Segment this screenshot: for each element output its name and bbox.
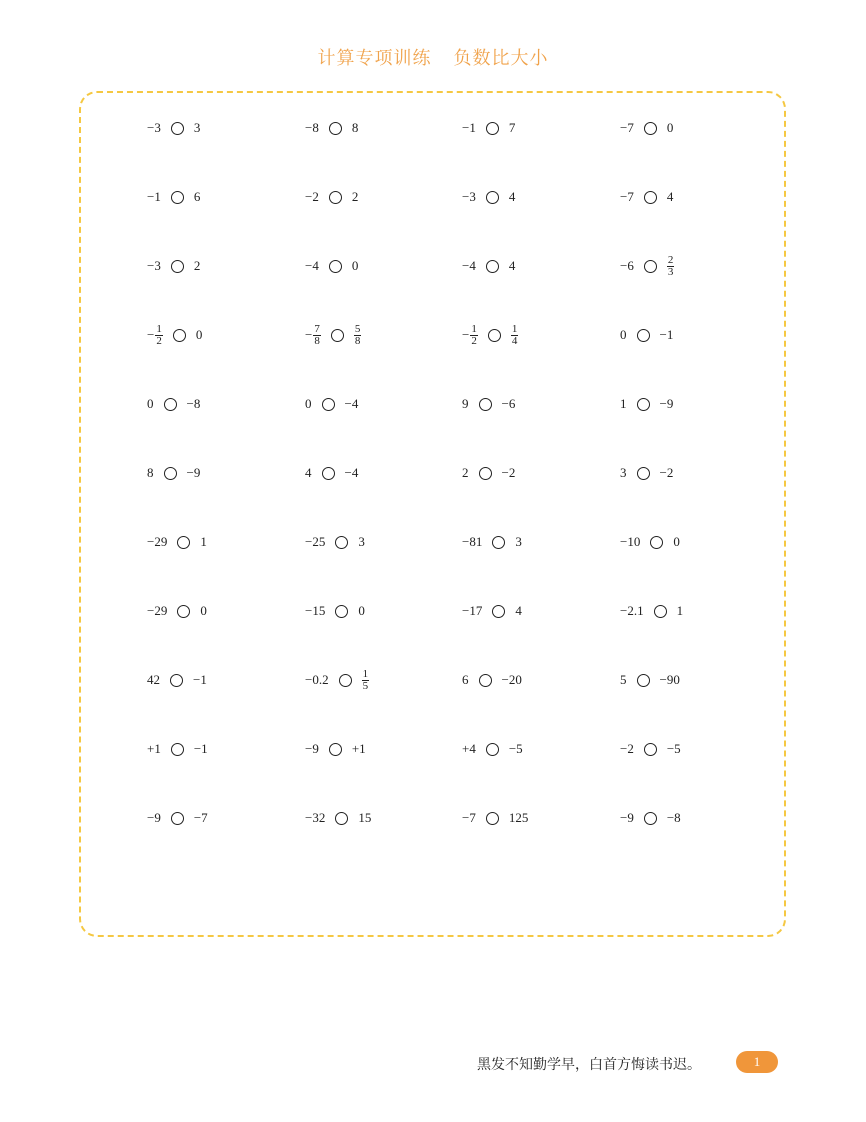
answer-circle[interactable]	[171, 260, 184, 273]
comparison-problem	[462, 596, 612, 626]
answer-circle[interactable]	[164, 467, 177, 480]
footer-motto: 黑发不知勤学早，白首方悔读书迟。	[477, 1057, 701, 1073]
left-operand: −4	[462, 258, 476, 273]
answer-circle[interactable]	[637, 467, 650, 480]
answer-circle[interactable]	[171, 122, 184, 135]
answer-circle[interactable]	[644, 260, 657, 273]
comparison-problem	[462, 113, 612, 143]
left-operand: −9	[620, 810, 634, 825]
fraction-numerator: 1	[156, 322, 162, 335]
left-operand: 2	[462, 465, 469, 480]
fraction	[511, 324, 519, 347]
left-operand: −3	[462, 189, 476, 204]
left-operand: −3	[147, 120, 161, 135]
fraction-numerator: 7	[314, 322, 320, 335]
right-operand: −7	[193, 810, 208, 825]
fraction-denominator: 2	[156, 334, 162, 347]
answer-circle[interactable]	[486, 743, 499, 756]
right-operand: 4	[508, 189, 516, 204]
left-operand: −81	[462, 534, 483, 549]
left-operand: +1	[147, 741, 161, 756]
fraction-denominator: 8	[314, 334, 320, 347]
right-operand: 3	[358, 534, 365, 549]
left-operand: −4	[305, 258, 319, 273]
fraction-sign: −	[462, 327, 470, 342]
comparison-problem	[462, 734, 612, 764]
right-operand: −1	[193, 741, 208, 756]
answer-circle[interactable]	[644, 743, 657, 756]
right-operand	[511, 324, 519, 347]
answer-circle[interactable]	[644, 812, 657, 825]
right-operand: 0	[666, 120, 674, 135]
fraction-numerator: 2	[667, 253, 674, 266]
left-operand: −29	[147, 534, 168, 549]
problem-row	[0, 389, 866, 419]
answer-circle[interactable]	[488, 329, 501, 342]
right-operand: +1	[351, 741, 366, 756]
page-title	[0, 44, 866, 70]
answer-circle[interactable]	[171, 743, 184, 756]
left-operand	[305, 324, 321, 347]
left-operand: −2	[620, 741, 634, 756]
comparison-problem	[462, 527, 612, 557]
answer-circle[interactable]	[492, 536, 505, 549]
left-operand: −9	[305, 741, 319, 756]
comparison-problem	[305, 665, 455, 695]
fraction-denominator: 5	[362, 679, 369, 692]
right-operand: −9	[659, 396, 674, 411]
fraction-numerator: 1	[471, 322, 477, 335]
comparison-problem	[462, 251, 612, 281]
right-operand: −90	[659, 672, 680, 687]
left-operand: −1	[147, 189, 161, 204]
comparison-problem	[620, 734, 770, 764]
left-operand: −1	[462, 120, 476, 135]
comparison-problem	[620, 320, 770, 350]
right-operand: −8	[666, 810, 681, 825]
answer-circle[interactable]	[637, 398, 650, 411]
comparison-problem	[147, 527, 297, 557]
title-main: 计算专项训练	[317, 48, 432, 69]
comparison-problem	[305, 389, 455, 419]
comparison-problem	[147, 803, 297, 833]
left-operand: 4	[305, 465, 312, 480]
left-operand: 3	[620, 465, 627, 480]
problem-row	[0, 527, 866, 557]
right-operand: 7	[508, 120, 516, 135]
right-operand: 2	[351, 189, 359, 204]
right-operand: −4	[344, 396, 359, 411]
right-operand: 2	[193, 258, 201, 273]
right-operand: −20	[501, 672, 522, 687]
right-operand: 8	[351, 120, 359, 135]
right-operand: −1	[659, 327, 674, 342]
left-operand: −32	[305, 810, 326, 825]
right-operand: 1	[676, 603, 684, 618]
left-operand: 5	[620, 672, 627, 687]
comparison-problem	[305, 182, 455, 212]
right-operand: 0	[358, 603, 365, 618]
fraction-denominator: 2	[471, 334, 477, 347]
left-operand: −17	[462, 603, 483, 618]
fraction-denominator: 4	[511, 334, 518, 347]
comparison-problem	[620, 251, 770, 281]
answer-circle[interactable]	[654, 605, 667, 618]
right-operand: −2	[501, 465, 516, 480]
fraction-denominator: 8	[354, 334, 361, 347]
right-operand: 4	[508, 258, 516, 273]
answer-circle[interactable]	[171, 812, 184, 825]
answer-circle[interactable]	[335, 536, 348, 549]
answer-circle[interactable]	[170, 674, 183, 687]
comparison-problem	[147, 182, 297, 212]
comparison-problem	[620, 389, 770, 419]
fraction	[313, 324, 321, 347]
left-operand: −7	[462, 810, 476, 825]
right-operand: 15	[358, 810, 372, 825]
comparison-problem	[147, 251, 297, 281]
comparison-problem	[462, 389, 612, 419]
answer-circle[interactable]	[479, 398, 492, 411]
left-operand: 0	[305, 396, 312, 411]
fraction-sign: −	[305, 327, 313, 342]
answer-circle[interactable]	[479, 674, 492, 687]
answer-circle[interactable]	[329, 191, 342, 204]
comparison-problem	[620, 596, 770, 626]
fraction	[354, 324, 362, 347]
answer-circle[interactable]	[329, 743, 342, 756]
answer-circle[interactable]	[329, 122, 342, 135]
comparison-problem	[305, 113, 455, 143]
comparison-problem	[620, 665, 770, 695]
answer-circle[interactable]	[329, 260, 342, 273]
right-operand: 4	[515, 603, 522, 618]
left-operand: −6	[620, 258, 634, 273]
right-operand: −8	[186, 396, 201, 411]
left-operand: −15	[305, 603, 326, 618]
fraction-numerator: 1	[511, 322, 518, 335]
right-operand: 6	[193, 189, 201, 204]
left-operand: −2.1	[620, 603, 644, 618]
answer-circle[interactable]	[644, 191, 657, 204]
fraction-numerator: 5	[354, 322, 361, 335]
answer-circle[interactable]	[335, 605, 348, 618]
problem-row	[0, 458, 866, 488]
right-operand: 3	[515, 534, 522, 549]
answer-circle[interactable]	[322, 467, 335, 480]
left-operand: −25	[305, 534, 326, 549]
problem-row	[0, 113, 866, 143]
answer-circle[interactable]	[486, 812, 499, 825]
right-operand	[354, 324, 362, 347]
comparison-problem	[147, 596, 297, 626]
fraction	[155, 324, 163, 347]
right-operand: −5	[508, 741, 523, 756]
right-operand: 125	[508, 810, 529, 825]
problem-row	[0, 251, 866, 281]
left-operand: 6	[462, 672, 469, 687]
answer-circle[interactable]	[637, 329, 650, 342]
comparison-problem	[462, 182, 612, 212]
left-operand: −9	[147, 810, 161, 825]
answer-circle[interactable]	[164, 398, 177, 411]
right-operand: 0	[195, 327, 203, 342]
left-operand: 9	[462, 396, 469, 411]
left-operand: 8	[147, 465, 154, 480]
left-operand	[147, 324, 163, 347]
right-operand	[667, 255, 675, 278]
left-operand: 0	[620, 327, 627, 342]
problem-row	[0, 320, 866, 350]
answer-circle[interactable]	[331, 329, 344, 342]
answer-circle[interactable]	[171, 191, 184, 204]
answer-circle[interactable]	[650, 536, 663, 549]
comparison-problem	[305, 527, 455, 557]
answer-circle[interactable]	[339, 674, 352, 687]
answer-circle[interactable]	[177, 605, 190, 618]
answer-circle[interactable]	[173, 329, 186, 342]
comparison-problem	[305, 458, 455, 488]
left-operand: −10	[620, 534, 641, 549]
problem-row	[0, 734, 866, 764]
right-operand: −5	[666, 741, 681, 756]
answer-circle[interactable]	[177, 536, 190, 549]
left-operand: −7	[620, 189, 634, 204]
comparison-problem	[305, 803, 455, 833]
left-operand: −29	[147, 603, 168, 618]
answer-circle[interactable]	[486, 260, 499, 273]
comparison-problem	[462, 803, 612, 833]
comparison-problem	[620, 803, 770, 833]
right-operand: 0	[673, 534, 680, 549]
comparison-problem	[147, 734, 297, 764]
comparison-problem	[620, 182, 770, 212]
fraction	[667, 255, 675, 278]
right-operand: −4	[344, 465, 359, 480]
comparison-problem	[462, 320, 612, 350]
comparison-problem	[620, 458, 770, 488]
right-operand: 3	[193, 120, 201, 135]
right-operand: −2	[659, 465, 674, 480]
left-operand: 1	[620, 396, 627, 411]
comparison-problem	[305, 596, 455, 626]
fraction-numerator: 1	[362, 667, 369, 680]
right-operand: −6	[501, 396, 516, 411]
answer-circle[interactable]	[486, 122, 499, 135]
right-operand	[362, 669, 370, 692]
fraction-denominator: 3	[667, 265, 674, 278]
title-topic: 负数比大小	[453, 48, 549, 69]
fraction-sign: −	[147, 327, 155, 342]
comparison-problem	[620, 527, 770, 557]
comparison-problem	[305, 320, 455, 350]
comparison-problem	[147, 665, 297, 695]
comparison-problem	[620, 113, 770, 143]
right-operand: 1	[200, 534, 207, 549]
right-operand: −1	[193, 672, 207, 687]
answer-circle[interactable]	[479, 467, 492, 480]
left-operand: −2	[305, 189, 319, 204]
left-operand: −7	[620, 120, 634, 135]
comparison-problem	[305, 734, 455, 764]
left-operand	[462, 324, 478, 347]
comparison-problem	[147, 389, 297, 419]
right-operand: 0	[200, 603, 207, 618]
answer-circle[interactable]	[644, 122, 657, 135]
page-number-badge: 1	[736, 1051, 778, 1073]
problem-row	[0, 596, 866, 626]
comparison-problem	[147, 113, 297, 143]
right-operand: 0	[351, 258, 359, 273]
right-operand: −9	[186, 465, 201, 480]
answer-circle[interactable]	[335, 812, 348, 825]
comparison-problem	[147, 458, 297, 488]
comparison-problem	[462, 458, 612, 488]
right-operand: 4	[666, 189, 674, 204]
problem-row	[0, 803, 866, 833]
left-operand: +4	[462, 741, 476, 756]
left-operand: −0.2	[305, 672, 329, 687]
problem-row	[0, 665, 866, 695]
answer-circle[interactable]	[486, 191, 499, 204]
left-operand: 0	[147, 396, 154, 411]
comparison-problem	[305, 251, 455, 281]
comparison-problem	[462, 665, 612, 695]
answer-circle[interactable]	[492, 605, 505, 618]
fraction	[470, 324, 478, 347]
left-operand: 42	[147, 672, 160, 687]
left-operand: −3	[147, 258, 161, 273]
fraction	[362, 669, 370, 692]
answer-circle[interactable]	[322, 398, 335, 411]
left-operand: −8	[305, 120, 319, 135]
comparison-problem	[147, 320, 297, 350]
problem-row	[0, 182, 866, 212]
answer-circle[interactable]	[637, 674, 650, 687]
